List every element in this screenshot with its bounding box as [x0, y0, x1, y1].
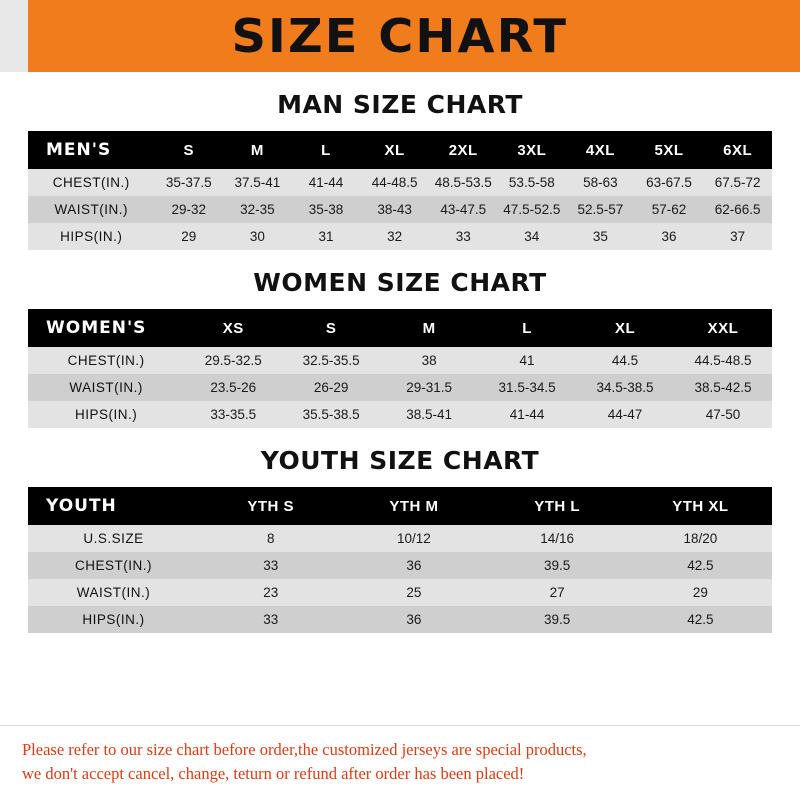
column-header: L [292, 131, 361, 169]
cell: 31 [318, 229, 334, 244]
column-header: 2XL [429, 131, 498, 169]
women-section-title: WOMEN SIZE CHART [253, 268, 547, 297]
column-header: M [380, 309, 478, 347]
page-title: SIZE CHART [231, 9, 569, 63]
row-label: WAIST(IN.) [54, 202, 128, 217]
cell: 39.5 [544, 612, 571, 627]
cell: 29-31.5 [406, 380, 453, 395]
column-header: YTH L [486, 487, 629, 525]
cell: 35-38 [308, 202, 344, 217]
cell: 42.5 [687, 558, 714, 573]
column-header: YTH XL [629, 487, 772, 525]
row-label: HIPS(IN.) [60, 229, 123, 244]
cell: 18/20 [683, 531, 718, 546]
cell: 44-47 [607, 407, 643, 422]
cell: 47-50 [705, 407, 741, 422]
cell: 43-47.5 [440, 202, 487, 217]
column-header: XS [184, 309, 282, 347]
cell: 34.5-38.5 [596, 380, 654, 395]
banner-left-accent [0, 0, 28, 72]
cell: 30 [249, 229, 265, 244]
cell: 67.5-72 [714, 175, 761, 190]
column-header: 3XL [498, 131, 567, 169]
cell: 32.5-35.5 [302, 353, 360, 368]
row-label: WAIST(IN.) [69, 380, 143, 395]
cell: 42.5 [687, 612, 714, 627]
table-row [28, 223, 772, 250]
cell: 33 [455, 229, 471, 244]
cell: 58-63 [583, 175, 618, 190]
cell: 44.5-48.5 [694, 353, 752, 368]
cell: 37.5-41 [234, 175, 281, 190]
cell: 38-43 [377, 202, 412, 217]
cell: 38.5-41 [406, 407, 453, 422]
table-row [28, 606, 772, 633]
table-row [28, 169, 772, 196]
cell: 14/16 [540, 531, 575, 546]
column-header: 6XL [703, 131, 772, 169]
row-label: CHEST(IN.) [67, 353, 145, 368]
cell: 27 [549, 585, 565, 600]
row-label: CHEST(IN.) [52, 175, 130, 190]
cell: 57-62 [651, 202, 687, 217]
column-header: S [154, 131, 223, 169]
women-section [0, 268, 800, 428]
cell: 39.5 [544, 558, 571, 573]
cell: 62-66.5 [714, 202, 761, 217]
men-size-table [28, 131, 772, 250]
column-header: WOMEN'S [28, 309, 184, 347]
cell: 36 [406, 558, 422, 573]
column-header: S [282, 309, 380, 347]
row-label: HIPS(IN.) [82, 612, 145, 627]
cell: 47.5-52.5 [503, 202, 561, 217]
cell: 23 [263, 585, 279, 600]
column-header: YTH M [342, 487, 485, 525]
column-header: YOUTH [28, 487, 199, 525]
column-header: YTH S [199, 487, 342, 525]
footer-disclaimer [0, 725, 800, 800]
cell: 33-35.5 [210, 407, 257, 422]
table-header-row [28, 487, 772, 525]
cell: 44.5 [611, 353, 639, 368]
header-banner [0, 0, 800, 72]
cell: 31.5-34.5 [498, 380, 556, 395]
cell: 44-48.5 [371, 175, 418, 190]
column-header: 4XL [566, 131, 635, 169]
cell: 36 [406, 612, 422, 627]
cell: 63-67.5 [646, 175, 692, 190]
row-label: U.S.SIZE [83, 531, 144, 546]
youth-section [0, 446, 800, 633]
youth-size-table [28, 487, 772, 633]
cell: 29 [692, 585, 708, 600]
cell: 23.5-26 [210, 380, 257, 395]
table-row [28, 579, 772, 606]
cell: 33 [263, 612, 279, 627]
cell: 41-44 [308, 175, 344, 190]
cell: 48.5-53.5 [434, 175, 492, 190]
table-row [28, 552, 772, 579]
cell: 32 [387, 229, 403, 244]
cell: 41 [519, 353, 535, 368]
cell: 35.5-38.5 [302, 407, 360, 422]
cell: 41-44 [509, 407, 545, 422]
table-row [28, 347, 772, 374]
cell: 38 [421, 353, 437, 368]
cell: 34 [524, 229, 540, 244]
column-header: MEN'S [28, 131, 154, 169]
cell: 38.5-42.5 [694, 380, 752, 395]
cell: 8 [266, 531, 275, 546]
table-header-row [28, 309, 772, 347]
row-label: HIPS(IN.) [74, 407, 138, 422]
youth-section-title: YOUTH SIZE CHART [260, 446, 540, 475]
men-section [0, 90, 800, 250]
table-row [28, 196, 772, 223]
cell: 29 [181, 229, 197, 244]
column-header: M [223, 131, 292, 169]
cell: 32-35 [240, 202, 275, 217]
column-header: 5XL [635, 131, 704, 169]
cell: 10/12 [397, 531, 431, 546]
footer-line-2: we don't accept cancel, change, teturn or refund after order has been placed! [22, 764, 525, 784]
cell: 29-32 [171, 202, 207, 217]
cell: 35 [592, 229, 608, 244]
men-section-title: MAN SIZE CHART [277, 90, 523, 119]
column-header: XXL [674, 309, 772, 347]
cell: 52.5-57 [577, 202, 624, 217]
row-label: CHEST(IN.) [75, 558, 153, 573]
table-row [28, 374, 772, 401]
table-row [28, 525, 772, 552]
table-header-row [28, 131, 772, 169]
column-header: XL [360, 131, 429, 169]
women-size-table [28, 309, 772, 428]
cell: 25 [406, 585, 422, 600]
cell: 35-37.5 [165, 175, 212, 190]
cell: 53.5-58 [508, 175, 555, 190]
cell: 33 [263, 558, 279, 573]
table-row [28, 401, 772, 428]
cell: 36 [661, 229, 677, 244]
row-label: WAIST(IN.) [76, 585, 151, 600]
column-header: XL [576, 309, 674, 347]
column-header: L [478, 309, 576, 347]
cell: 37 [730, 229, 746, 244]
cell: 29.5-32.5 [204, 353, 262, 368]
cell: 26-29 [313, 380, 349, 395]
footer-line-1: Please refer to our size chart before order,the customized jerseys are special products, [22, 740, 587, 760]
